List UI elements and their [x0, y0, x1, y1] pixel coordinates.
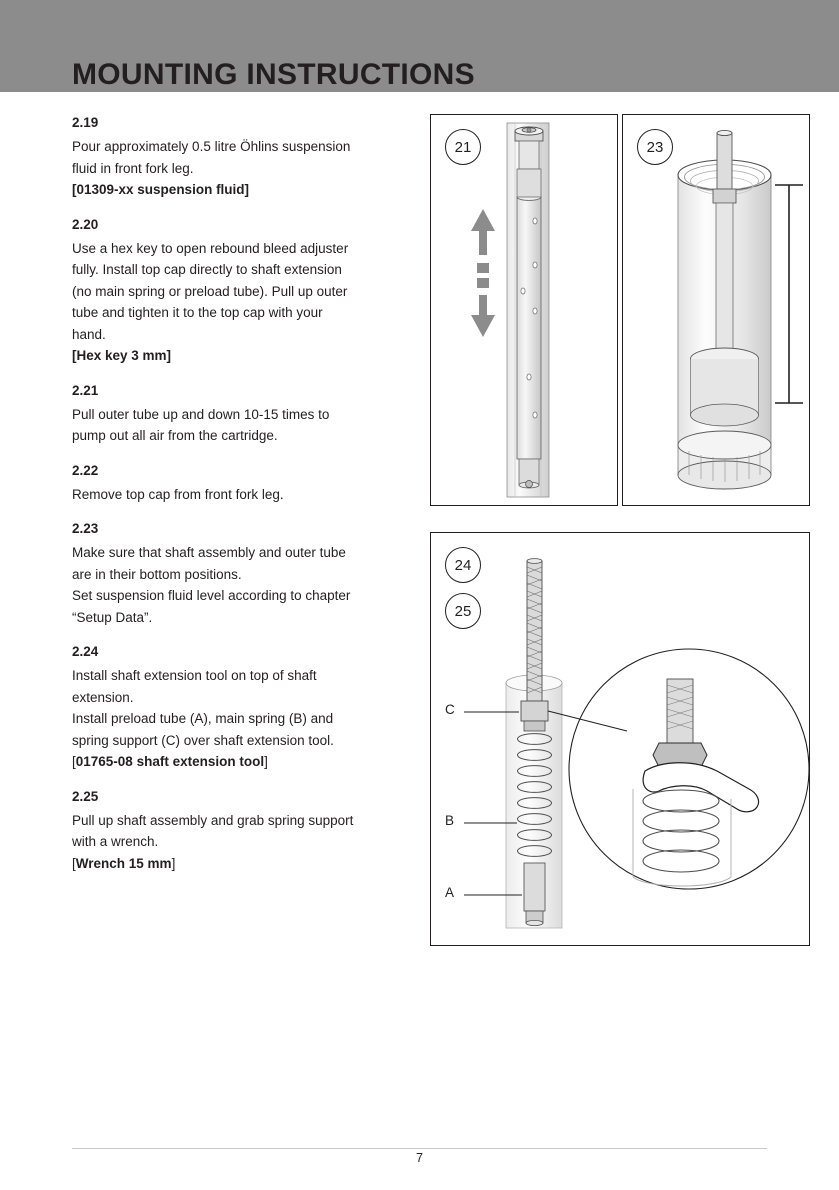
step-line: (no main spring or preload tube). Pull up outer: [72, 283, 348, 299]
step-line: Pour approximately 0.5 litre Öhlins suspension: [72, 139, 351, 154]
instruction-step: [72, 112, 417, 201]
note-close-bracket: ]: [264, 754, 268, 769]
step-line: tube and tighten it to the top cap with your: [72, 305, 323, 320]
step-body: [72, 810, 417, 875]
step-line: spring support (C) over shaft extension tool.: [72, 732, 334, 748]
step-line: Install shaft extension tool on top of shaft: [72, 668, 317, 683]
note-open-bracket: [: [72, 754, 76, 769]
figure-badge-24: [445, 547, 481, 583]
fork-leg-diagram: [431, 115, 617, 505]
step-line: pump out all air from the cartridge.: [72, 428, 278, 443]
step-number: 2.19: [72, 115, 99, 130]
step-number: 2.24: [72, 644, 99, 659]
step-line: hand.: [72, 326, 106, 342]
instruction-step: [72, 460, 417, 506]
step-line: with a wrench.: [72, 834, 159, 849]
up-down-arrow-icon: [471, 209, 495, 337]
step-line: Pull outer tube up and down 10-15 times to: [72, 406, 330, 422]
callout-label-c: C: [445, 702, 455, 717]
note-text: 01765-08 shaft extension tool: [75, 754, 265, 769]
figure-panel-21: [430, 114, 618, 506]
fluid-level-diagram: [623, 115, 809, 505]
step-line: Use a hex key to open rebound bleed adjuster: [72, 240, 349, 256]
step-line: Install preload tube (A), main spring (B) and: [72, 711, 334, 726]
step-note: [01309-xx suspension fluid]: [72, 182, 250, 197]
figure-panel-24-25: [430, 532, 810, 946]
note-text: Wrench 15 mm: [75, 855, 172, 871]
figure-badge-25: [445, 593, 481, 629]
figure-badge-label: 23: [646, 138, 664, 156]
measure-bar-icon: [775, 185, 803, 403]
step-body: [72, 136, 417, 201]
page-title: MOUNTING INSTRUCTIONS: [72, 58, 475, 91]
step-body: [72, 542, 417, 628]
figure-badge-label: 24: [454, 556, 472, 574]
step-line: extension.: [72, 689, 134, 705]
step-line: Make sure that shaft assembly and outer tube: [72, 545, 346, 560]
instruction-step: [72, 518, 417, 628]
instruction-step: [72, 641, 417, 773]
figure-badge-21: [445, 129, 481, 165]
step-number: 2.21: [72, 382, 99, 398]
figure-badge-label: 21: [454, 138, 472, 156]
step-note: [72, 853, 417, 875]
figure-panel-23: [622, 114, 810, 506]
callout-label-a: A: [445, 885, 455, 900]
note-open-bracket: [: [72, 855, 76, 871]
step-number: 2.23: [72, 521, 99, 536]
instruction-step: [72, 214, 417, 367]
step-line: Remove top cap from front fork leg.: [72, 486, 284, 502]
callout-label-b: B: [445, 813, 455, 828]
step-body: [72, 665, 417, 773]
figure-badge-23: [637, 129, 673, 165]
step-line: Set suspension fluid level according to chapter: [72, 588, 351, 603]
page-number: 7: [416, 1151, 423, 1165]
step-line: Pull up shaft assembly and grab spring support: [72, 812, 354, 828]
instruction-step: [72, 786, 417, 875]
step-number: 2.25: [72, 788, 99, 804]
step-line: fluid in front fork leg.: [72, 160, 194, 176]
step-note: [72, 751, 417, 773]
step-body: [72, 404, 417, 447]
instruction-step: [72, 380, 417, 447]
step-line: are in their bottom positions.: [72, 566, 242, 582]
figure-badge-label: 25: [454, 602, 472, 620]
step-number: 2.22: [72, 462, 99, 478]
step-line: fully. Install top cap directly to shaft extension: [72, 262, 342, 277]
step-line: “Setup Data”.: [72, 609, 153, 625]
step-number: 2.20: [72, 216, 99, 232]
footer-divider: [72, 1148, 767, 1149]
note-close-bracket: ]: [171, 855, 176, 871]
spring-assembly-diagram: [431, 533, 809, 945]
step-note: [Hex key 3 mm]: [72, 348, 172, 363]
step-body: [72, 484, 417, 506]
step-body: [72, 238, 417, 367]
instruction-list: [72, 112, 417, 887]
